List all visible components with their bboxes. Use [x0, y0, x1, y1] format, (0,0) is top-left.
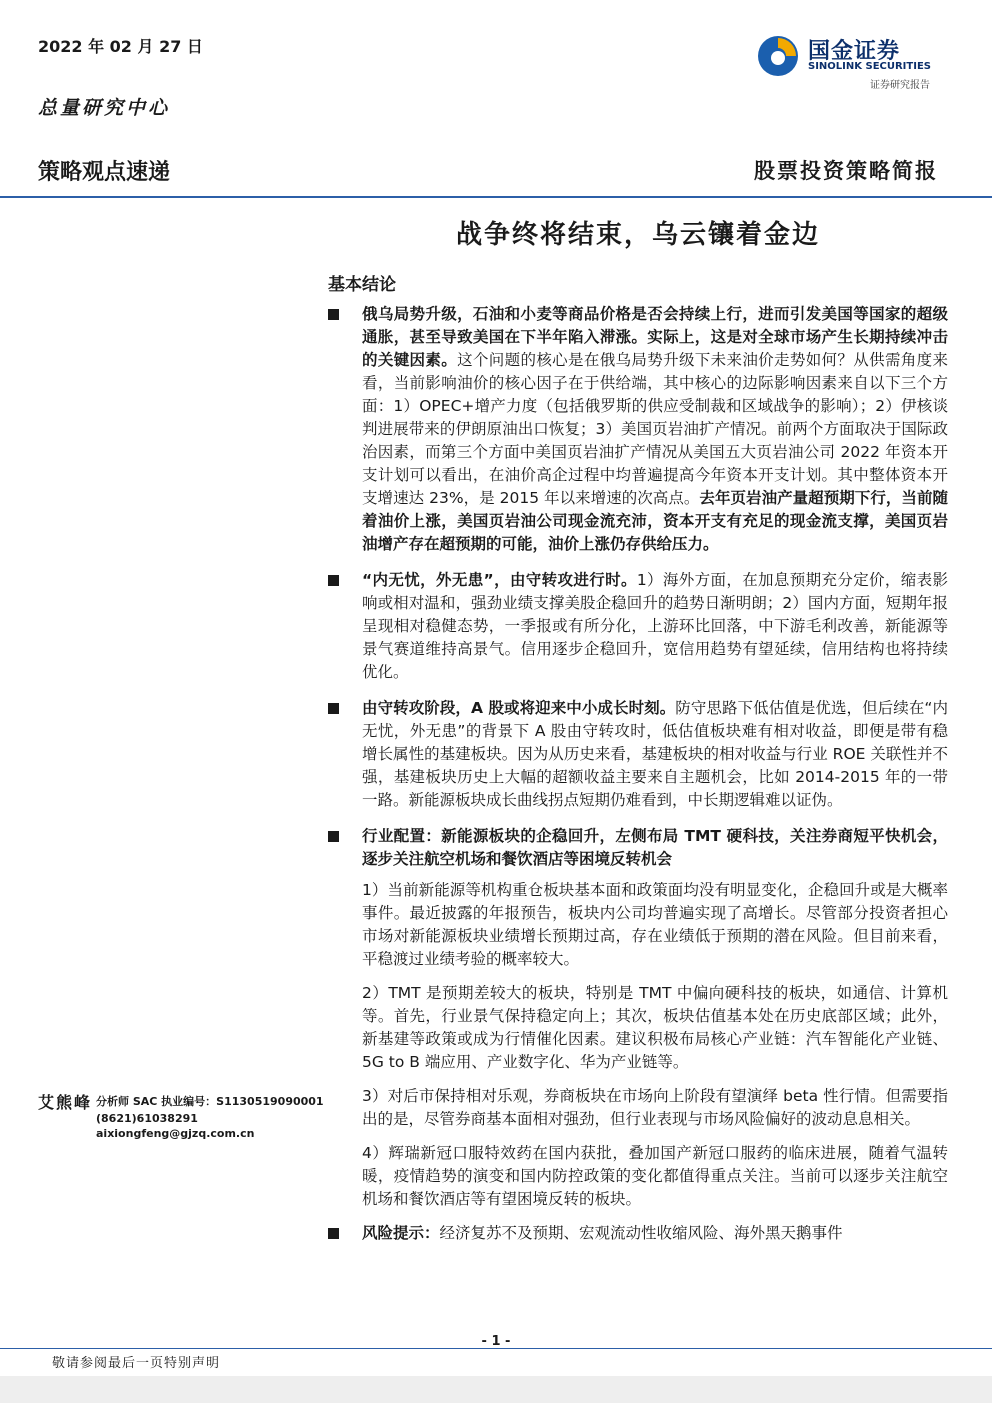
- report-date: 2022 年 02 月 27 日: [38, 37, 203, 56]
- bullet-point: [326, 569, 948, 684]
- risk-text: 经济复苏不及预期、宏观流动性收缩风险、海外黑天鹅事件: [439, 1224, 843, 1242]
- logo-name-en: SINOLINK SECURITIES: [808, 61, 931, 72]
- report-body: [326, 303, 948, 1258]
- bullet-bold-text: 行业配置：新能源板块的企稳回升，左侧布局 TMT 硬科技，关注券商短平快机会，逐步关注航空机场和餐饮酒店等困境反转机会: [362, 827, 948, 868]
- sector-paragraph: 2）TMT 是预期差较大的板块，特别是 TMT 中偏向硬科技的板块，如通信、计算机等。首先，行业景气保持稳定向上；其次，板块估值基本处在历史底部区域；此外，新基建等政策或成为行情催化因素。建议积极布局核心产业链：汽车智能化产业链、5G to B 端应用、产业数字化、华为产业链等。: [362, 984, 948, 1071]
- section-title: 策略观点速递: [38, 160, 171, 185]
- bullet-point: [326, 303, 948, 556]
- logo-subtitle: 证券研究报告: [870, 80, 930, 91]
- department-label: 总量研究中心: [38, 97, 171, 119]
- bullet-point: [326, 825, 948, 871]
- risk-bullet: [326, 1222, 948, 1245]
- square-bullet-icon: [328, 1228, 339, 1239]
- analyst-license: 分析师 SAC 执业编号：S1130519090001: [96, 1095, 324, 1108]
- header-divider: [0, 196, 992, 198]
- sector-paragraph: 1）当前新能源等机构重仓板块基本面和政策面均没有明显变化，企稳回升或是大概率事件。最近披露的年报预告，板块内公司均普遍实现了高增长。尽管部分投资者担心市场对新能源板块业绩增长预期过高，存在业绩低于预期的潜在风险。但目前来看，平稳渡过业绩考验的概率较大。: [362, 881, 948, 968]
- bullet-bold-text: 俄乌局势升级，石油和小麦等商品价格是否会持续上行，进而引发美国等国家的超级通胀，甚至导致美国在下半年陷入滞涨。实际上，这是对全球市场产生长期持续冲击的关键因素。: [362, 305, 948, 369]
- conclusion-heading: 基本结论: [328, 275, 396, 295]
- bullet-text: 防守思路下低估值是优选，但后续在“内无忧，外无患”的背景下 A 股由守转攻时，低估值板块难有相对收益，即便是带有稳增长属性的基建板块。因为从历史来看，基建板块的相对收益与行业 ROE 关联性并不强，基建板块历史上大幅的超额收益主要来自主题机会，比如 2014-2015 年的一带一路。新能源板块成长曲线拐点短期仍难看到，中长期逻辑难以证伪。: [362, 699, 948, 809]
- sinolink-logo-mark-icon: [756, 34, 800, 78]
- company-logo: [756, 28, 956, 92]
- sector-paragraph: 3）对后市保持相对乐观，券商板块在市场向上阶段有望演绎 beta 性行情。但需要指出的是，尽管券商基本面相对强劲，但行业表现与市场风险偏好的波动息息相关。: [362, 1087, 948, 1128]
- bullet-bold-tail: 去年页岩油产量超预期下行，当前随着油价上涨，美国页岩油公司现金流充沛，资本开支有充足的现金流支撑，美国页岩油增产存在超预期的可能，油价上涨仍存供给压力。: [362, 489, 948, 553]
- analyst-phone: (8621)61038291: [96, 1112, 198, 1125]
- square-bullet-icon: [328, 703, 339, 714]
- bullet-text: 这个问题的核心是在俄乌局势升级下未来油价走势如何？从供需角度来看，当前影响油价的核心因子在于供给端，其中核心的边际影响因素来自以下三个方面：1）OPEC+增产力度（包括俄罗斯的供应受制裁和区域战争的影响）；2）伊核谈判进展带来的伊朗原油出口恢复；3）美国页岩油扩产情况。前两个方面取决于国际政治因素，而第三个方面中美国页岩油扩产情况从美国五大页岩油公司 2022 年资本开支计划可以看出，在油价高企过程中均普遍提高今年资本开支计划。其中整体资本开支增速达 23%，是 2015 年以来增速的次高点。: [362, 351, 948, 507]
- bullet-bold-text: 由守转攻阶段，A 股或将迎来中小成长时刻。: [362, 699, 676, 717]
- square-bullet-icon: [328, 309, 339, 320]
- bullet-point: [326, 697, 948, 812]
- logo-name-cn: 国金证券: [808, 39, 901, 64]
- footer-bar: [0, 1376, 992, 1403]
- footer-divider: [0, 1348, 992, 1349]
- analyst-email[interactable]: aixiongfeng@gjzq.com.cn: [96, 1127, 255, 1140]
- page-number: - 1 -: [481, 1334, 511, 1349]
- square-bullet-icon: [328, 831, 339, 842]
- risk-label: 风险提示：: [362, 1224, 440, 1242]
- report-title: 战争终将结束，乌云镶着金边: [455, 220, 820, 250]
- sector-paragraph: 4）辉瑞新冠口服特效药在国内获批，叠加国产新冠口服药的临床进展，随着气温转暖，疫情趋势的演变和国内防控政策的变化都值得重点关注。当前可以逐步关注航空机场和餐饮酒店等有望困境反转的板块。: [362, 1144, 948, 1208]
- report-type: 股票投资策略简报: [754, 159, 938, 183]
- square-bullet-icon: [328, 575, 339, 586]
- bullet-text: 1）海外方面，在加息预期充分定价，缩表影响或相对温和，强劲业绩支撑美股企稳回升的趋势日渐明朗；2）国内方面，短期年报呈现相对稳健态势，一季报或有所分化，上游环比回落，中下游毛利改善，新能源等景气赛道维持高景气。信用逐步企稳回升，宽信用趋势有望延续，信用结构也将持续优化。: [362, 571, 948, 681]
- bullet-bold-text: “内无忧，外无患”，由守转攻进行时。: [362, 571, 637, 589]
- analyst-name: 艾熊峰: [38, 1093, 93, 1112]
- footer-disclaimer: 敬请参阅最后一页特别声明: [52, 1356, 221, 1371]
